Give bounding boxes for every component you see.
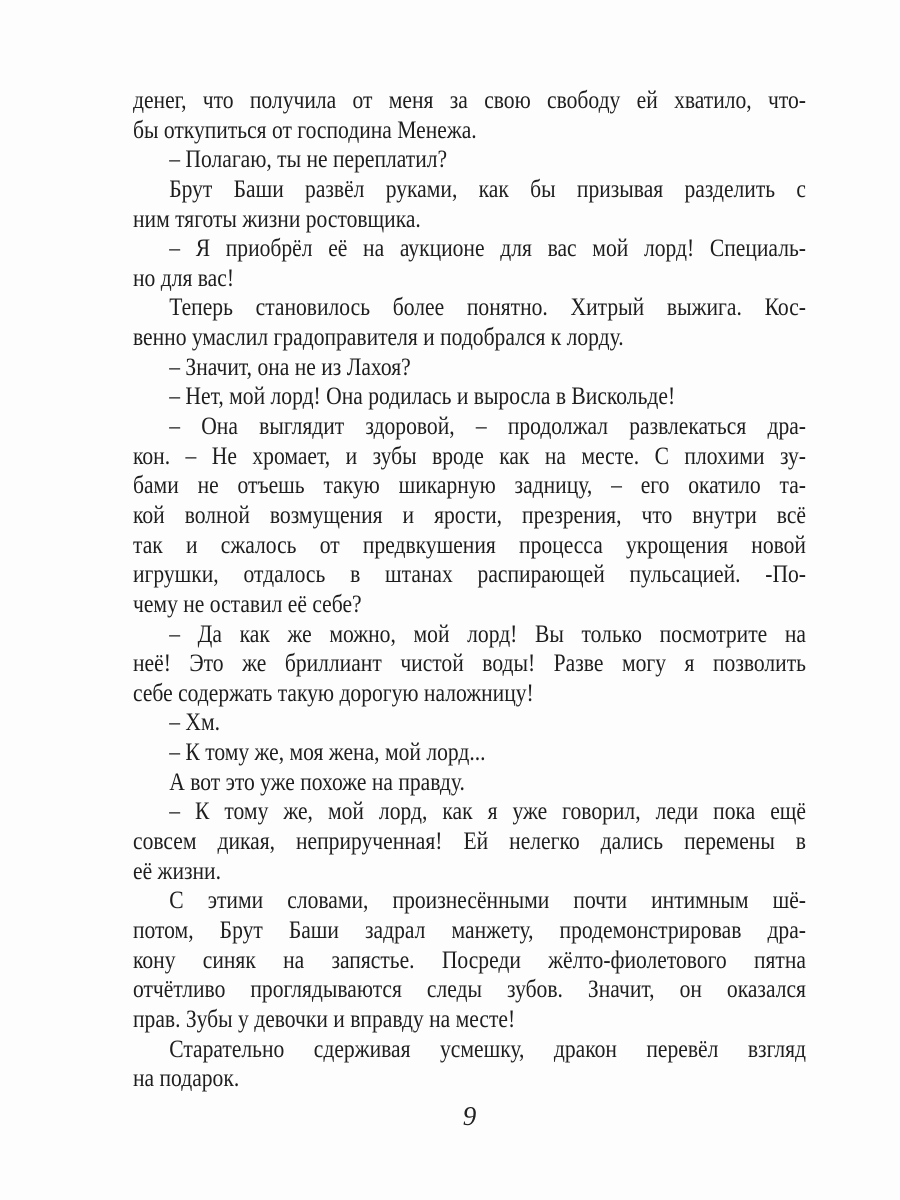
page-number: 9: [462, 1101, 477, 1131]
text-line: кой волной возмущения и ярости, презрения, что внутри всё: [133, 501, 806, 529]
text-line: – Она выглядит здоровой, – продолжал развлекаться дра-: [169, 413, 806, 441]
text-line: денег, что получила от меня за свою свободу ей хватило, что-: [133, 87, 806, 114]
text-line: отчётливо проглядываются следы зубов. Значит, он оказался: [133, 976, 806, 1004]
text-line: С этими словами, произнесёнными почти интимным шё-: [169, 887, 806, 915]
text-line: игрушки, отдалось в штанах распирающей пульсацией. -По-: [133, 561, 806, 589]
text-line: – К тому же, мой лорд, как я уже говорил, леди пока ещё: [169, 798, 806, 826]
text-line: – Да как же можно, мой лорд! Вы только посмотрите на: [169, 620, 806, 648]
text-line: А вот это уже похоже на правду.: [169, 768, 465, 796]
text-line: чему не оставил её себе?: [133, 590, 362, 618]
text-line: потом, Брут Баши задрал манжету, продемонстрировав дра-: [133, 916, 806, 944]
text-line: ним тяготы жизни ростовщика.: [133, 205, 421, 233]
text-line: Теперь становилось более понятно. Хитрый выжига. Кос-: [169, 294, 806, 322]
text-line: себе содержать такую дорогую наложницу!: [133, 679, 534, 707]
text-line: прав. Зубы у девочки и вправду на месте!: [133, 1005, 516, 1033]
text-line: – Нет, мой лорд! Она родилась и выросла в Вискольде!: [169, 383, 676, 411]
text-line: её жизни.: [133, 857, 221, 885]
text-line: на подарок.: [133, 1065, 240, 1093]
text-line: Старательно сдерживая усмешку, дракон перевёл взгляд: [169, 1035, 806, 1063]
text-line: – К тому же, моя жена, мой лорд...: [169, 739, 486, 767]
text-line: так и сжалось от предвкушения процесса укрощения новой: [133, 531, 806, 559]
text-line: но для вас!: [133, 264, 235, 292]
text-line: кону синяк на запястье. Посреди жёлто-фиолетового пятна: [133, 946, 806, 974]
text-block: [133, 86, 806, 1094]
text-line: – Значит, она не из Лахоя?: [169, 353, 411, 381]
text-line: бами не отъешь такую шикарную задницу, – его окатило та-: [133, 472, 806, 500]
text-line: – Хм.: [169, 709, 221, 737]
text-line: совсем дикая, неприрученная! Ей нелегко дались перемены в: [133, 828, 806, 856]
text-line: Брут Баши развёл руками, как бы призывая разделить с: [169, 175, 806, 203]
text-line: – Полагаю, ты не переплатил?: [169, 146, 448, 174]
text-line: кон. – Не хромает, и зубы вроде как на месте. С плохими зу-: [133, 442, 806, 470]
text-line: неё! Это же бриллиант чистой воды! Разве могу я позволить: [133, 650, 806, 678]
text-line: – Я приобрёл её на аукционе для вас мой лорд! Специаль-: [169, 235, 806, 263]
text-line: венно умаслил градоправителя и подобрался к лорду.: [133, 324, 624, 352]
text-line: бы откупиться от господина Менежа.: [133, 116, 477, 144]
